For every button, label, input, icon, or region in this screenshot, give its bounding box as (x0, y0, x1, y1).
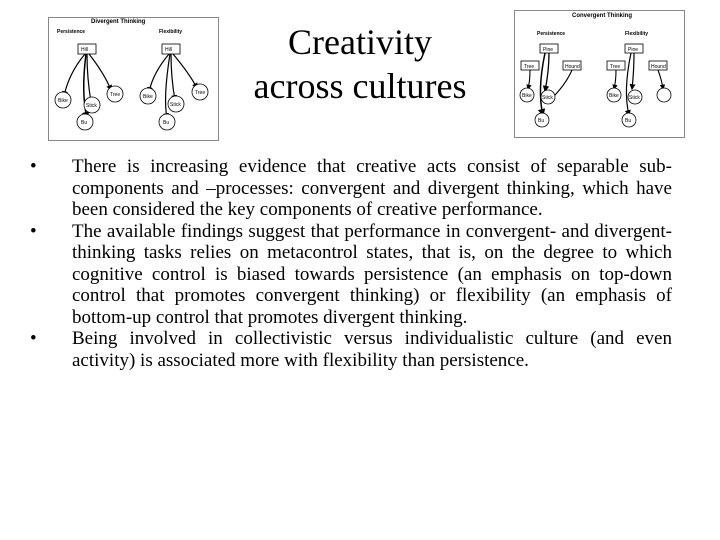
svg-text:Tree: Tree (610, 64, 621, 70)
divergent-network-diagram (49, 18, 218, 140)
svg-text:Bike: Bike (609, 93, 619, 99)
bullet-marker: • (30, 328, 37, 349)
bullet-text: Being involved in collectivistic versus individualistic culture (and even activity) is associated more with flexibility than persistence. (72, 328, 672, 371)
svg-text:Tree: Tree (110, 92, 121, 98)
slide-title (225, 20, 495, 108)
svg-text:Bu: Bu (625, 118, 632, 124)
network-node (657, 88, 671, 102)
title-line-1: Creativity (288, 22, 432, 62)
persistence-label: Persistence (57, 29, 86, 35)
bullet-text: There is increasing evidence that creative acts consist of separable sub-components and –processes: convergent and divergent thinking, which have been considered the key components of creative performance. (72, 156, 672, 220)
figure-title: Convergent Thinking (572, 13, 632, 19)
svg-text:Hill: Hill (81, 47, 88, 53)
convergent-network-diagram (515, 11, 684, 137)
flexibility-label: Flexibility (159, 29, 183, 35)
bullet-item (30, 221, 672, 329)
svg-text:Bike: Bike (143, 94, 153, 100)
svg-text:Bu: Bu (538, 118, 545, 124)
bullet-marker: • (30, 220, 37, 242)
bullet-list (30, 156, 672, 371)
svg-text:Bu: Bu (81, 120, 88, 126)
svg-text:Stick: Stick (86, 103, 97, 109)
persistence-label: Persistence (537, 31, 566, 37)
svg-text:Pine: Pine (628, 47, 639, 53)
svg-text:Hound: Hound (565, 64, 580, 70)
divergent-thinking-figure (48, 17, 219, 141)
svg-text:Bike: Bike (58, 98, 68, 104)
figure-title: Divergent Thinking (91, 19, 146, 25)
bullet-item (30, 156, 672, 221)
svg-text:Hill: Hill (165, 47, 172, 53)
convergent-thinking-figure (514, 10, 685, 138)
svg-text:Bu: Bu (163, 120, 170, 126)
svg-text:Stick: Stick (629, 95, 640, 101)
bullet-item (30, 328, 672, 371)
title-line-2: across cultures (253, 66, 467, 106)
svg-text:Hound: Hound (651, 64, 666, 70)
svg-text:Stick: Stick (542, 95, 553, 101)
svg-text:Pine: Pine (543, 47, 554, 53)
svg-text:Stick: Stick (170, 102, 181, 108)
flexibility-label: Flexibility (625, 31, 649, 37)
svg-text:Tree: Tree (524, 64, 535, 70)
bullet-marker: • (30, 156, 37, 177)
svg-text:Tree: Tree (195, 90, 206, 96)
svg-text:Bike: Bike (522, 93, 532, 99)
bullet-text: The available findings suggest that performance in convergent- and divergent-thinking tasks relies on metacontrol states, that is, on the degree to which cognitive control is biased towards persistence (an emphasis on top-down control that promotes convergent thinking) or flexibility (an emphasis of bottom-up control that promotes divergent thinking. (72, 220, 672, 328)
